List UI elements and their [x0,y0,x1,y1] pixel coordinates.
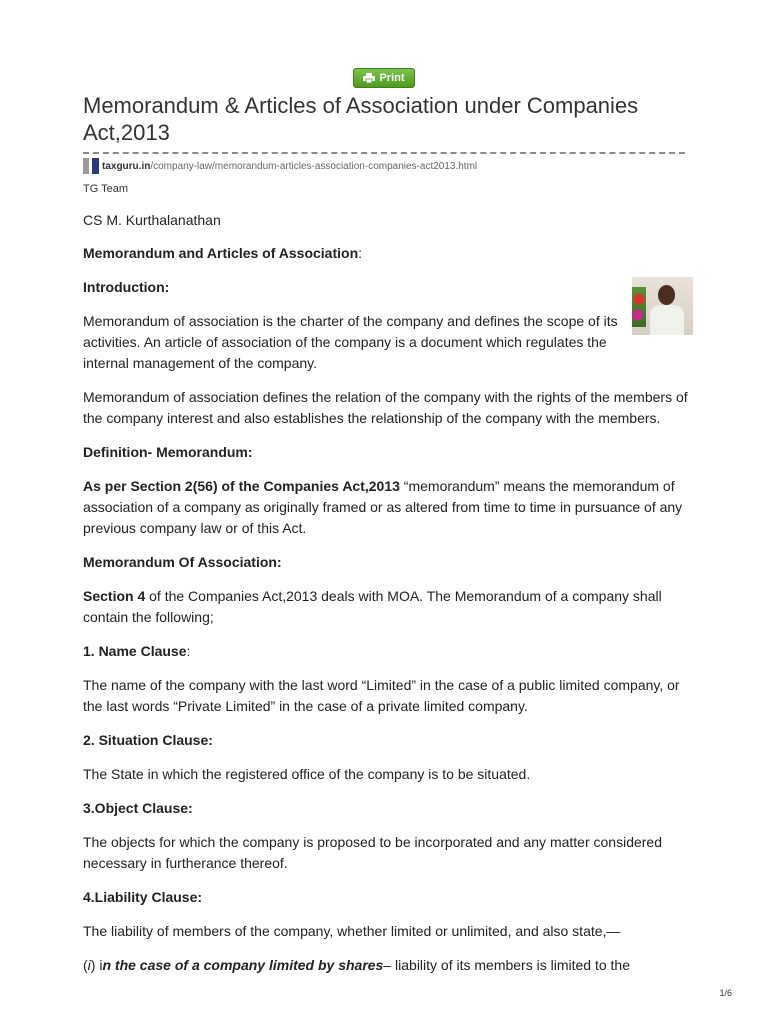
intro-paragraph-2: Memorandum of association defines the relation of the company with the rights of the members of the company interest and also establishes the relationship of the company with the members. [83,389,688,426]
site-favicon-icon [83,158,99,174]
title-divider [83,152,685,154]
source-domain[interactable]: taxguru.in [102,160,151,172]
moa-paragraph: Section 4 of the Companies Act,2013 deals with MOA. The Memorandum of a company shall contain the following; [83,588,662,625]
author-photo [632,277,693,335]
clause-text: The liability of members of the company, whether limited or unlimited, and also state,— [83,923,621,939]
print-label: Print [379,72,405,84]
clause-text: The State in which the registered office of the company is to be situated. [83,766,531,782]
clause-heading: 4.Liability Clause: [83,889,203,905]
moa-heading: Memorandum Of Association: [83,554,282,570]
intro-heading: Introduction: [83,279,170,295]
printer-icon [363,73,375,83]
intro-paragraph: Memorandum of association is the charter of the company and defines the scope of its activities. An article of association of the company is a document which regulates the internal management of the company. [83,313,618,371]
page-title: Memorandum & Articles of Association under Companies Act,2013 [83,93,639,145]
clause-heading: 1. Name Clause: [83,643,191,659]
definition-heading: Definition- Memorandum: [83,444,253,460]
clause-text: The name of the company with the last word “Limited” in the case of a public limited company, or the last words “Private Limited” in the case of a private limited company. [83,677,680,714]
clause-heading: 3.Object Clause: [83,800,193,816]
article-body [83,210,688,989]
byline: TG Team [83,183,129,195]
author-name: CS M. Kurthalanathan [83,212,221,228]
page-number: 1/6 [719,988,732,998]
sub-clause: (i) in the case of a company limited by shares– liability of its members is limited to the [83,957,630,973]
source-path[interactable]: /company-law/memorandum-articles-association-companies-act2013.html [150,160,478,172]
clause-heading: 2. Situation Clause: [83,732,213,748]
definition-paragraph: As per Section 2(56) of the Companies Act,2013 “memorandum” means the memorandum of association of a company as originally framed or as altered from time to time in pursuance of any previous company law or of this Act. [83,478,683,536]
source-url[interactable] [83,158,477,174]
section-heading: Memorandum and Articles of Association: [83,245,363,261]
print-button[interactable] [353,68,415,88]
clause-text: The objects for which the company is proposed to be incorporated and any matter considered necessary in furtherance thereof. [83,834,662,871]
